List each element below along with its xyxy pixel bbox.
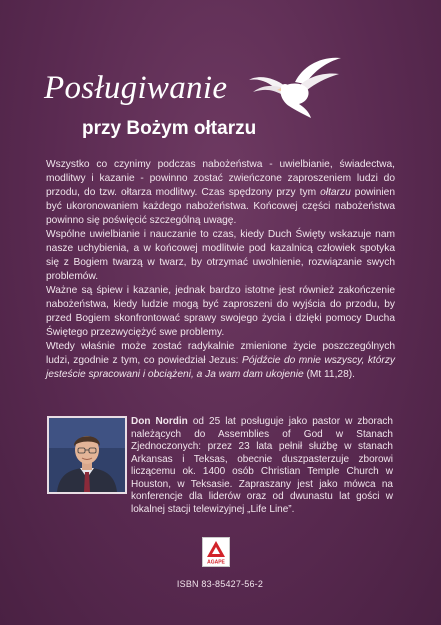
- dove-icon: [245, 48, 345, 120]
- description-text: [46, 158, 395, 382]
- author-name: Don Nordin: [131, 416, 188, 427]
- isbn-number: ISBN 83-85427-56-2: [176, 579, 264, 589]
- book-subtitle: przy Bożym ołtarzu: [82, 118, 257, 139]
- agape-logo-icon: [203, 538, 229, 566]
- paragraph-4: Wtedy właśnie może zostać radykalnie zmienione życie poszczególnych ludzi, zgodnie z tym, co powiedział Jezus: Pójdźcie do mnie wszyscy, którzy jesteście spracowani i obciążeni, a Ja wam dam ukojenie (Mt 11,28).: [46, 341, 396, 380]
- author-portrait-icon: [49, 418, 125, 492]
- publisher-name: AGAPE: [207, 559, 225, 566]
- paragraph-3: Ważne są śpiew i kazanie, jednak bardzo istotne jest również zakończenie nabożeństwa, kiedy ludzie mogą być zaproszeni do wyjścia do przodu, by przed Bogiem skonfrontować sprawy swojego życia i dzięki pomocy Ducha Świętego przezwyciężyć swe problemy.: [46, 285, 395, 338]
- author-photo: [47, 416, 127, 494]
- publisher-logo: [202, 537, 230, 567]
- paragraph-1: Wszystko co czynimy podczas nabożeństwa - uwielbianie, świadectwa, modlitwy i kazanie - powinno zostać zwieńczone zaproszeniem ludzi do przodu, do tzw. ołtarza modlitwy. Czas spędzony przy tym ołtarzu powinien być ukoronowaniem każdego nabożeństwa. Końcowej części nabożeństwa powinno się poświęcić szczególną uwagę.: [46, 159, 396, 226]
- author-bio: Don Nordin od 25 lat posługuje jako pastor w zborach należących do Assemblies of God w Stanach Zjednoczonych: przez 23 lata pełnił służbę w stanach Arkansas i Teksas, obecnie duszpasterzuje zborowi liczącemu ok. 1400 osób Christian Temple Church w Houston, w Teksasie. Zapraszany jest jako mówca na konferencje dla liderów oraz od dwunastu lat gości w lokalnej stacji telewizyjnej „Life Line”.: [131, 416, 393, 515]
- book-title: Posługiwanie: [44, 70, 228, 106]
- paragraph-2: Wspólne uwielbianie i nauczanie to czas, kiedy Duch Święty wskazuje nam nasze uchybienia, a w końcowej modlitwie pod kazalnicą człowiek spotyka się z Bogiem twarzą w twarz, by otrzymać uwolnienie, rozwiązanie swych problemów.: [46, 229, 395, 282]
